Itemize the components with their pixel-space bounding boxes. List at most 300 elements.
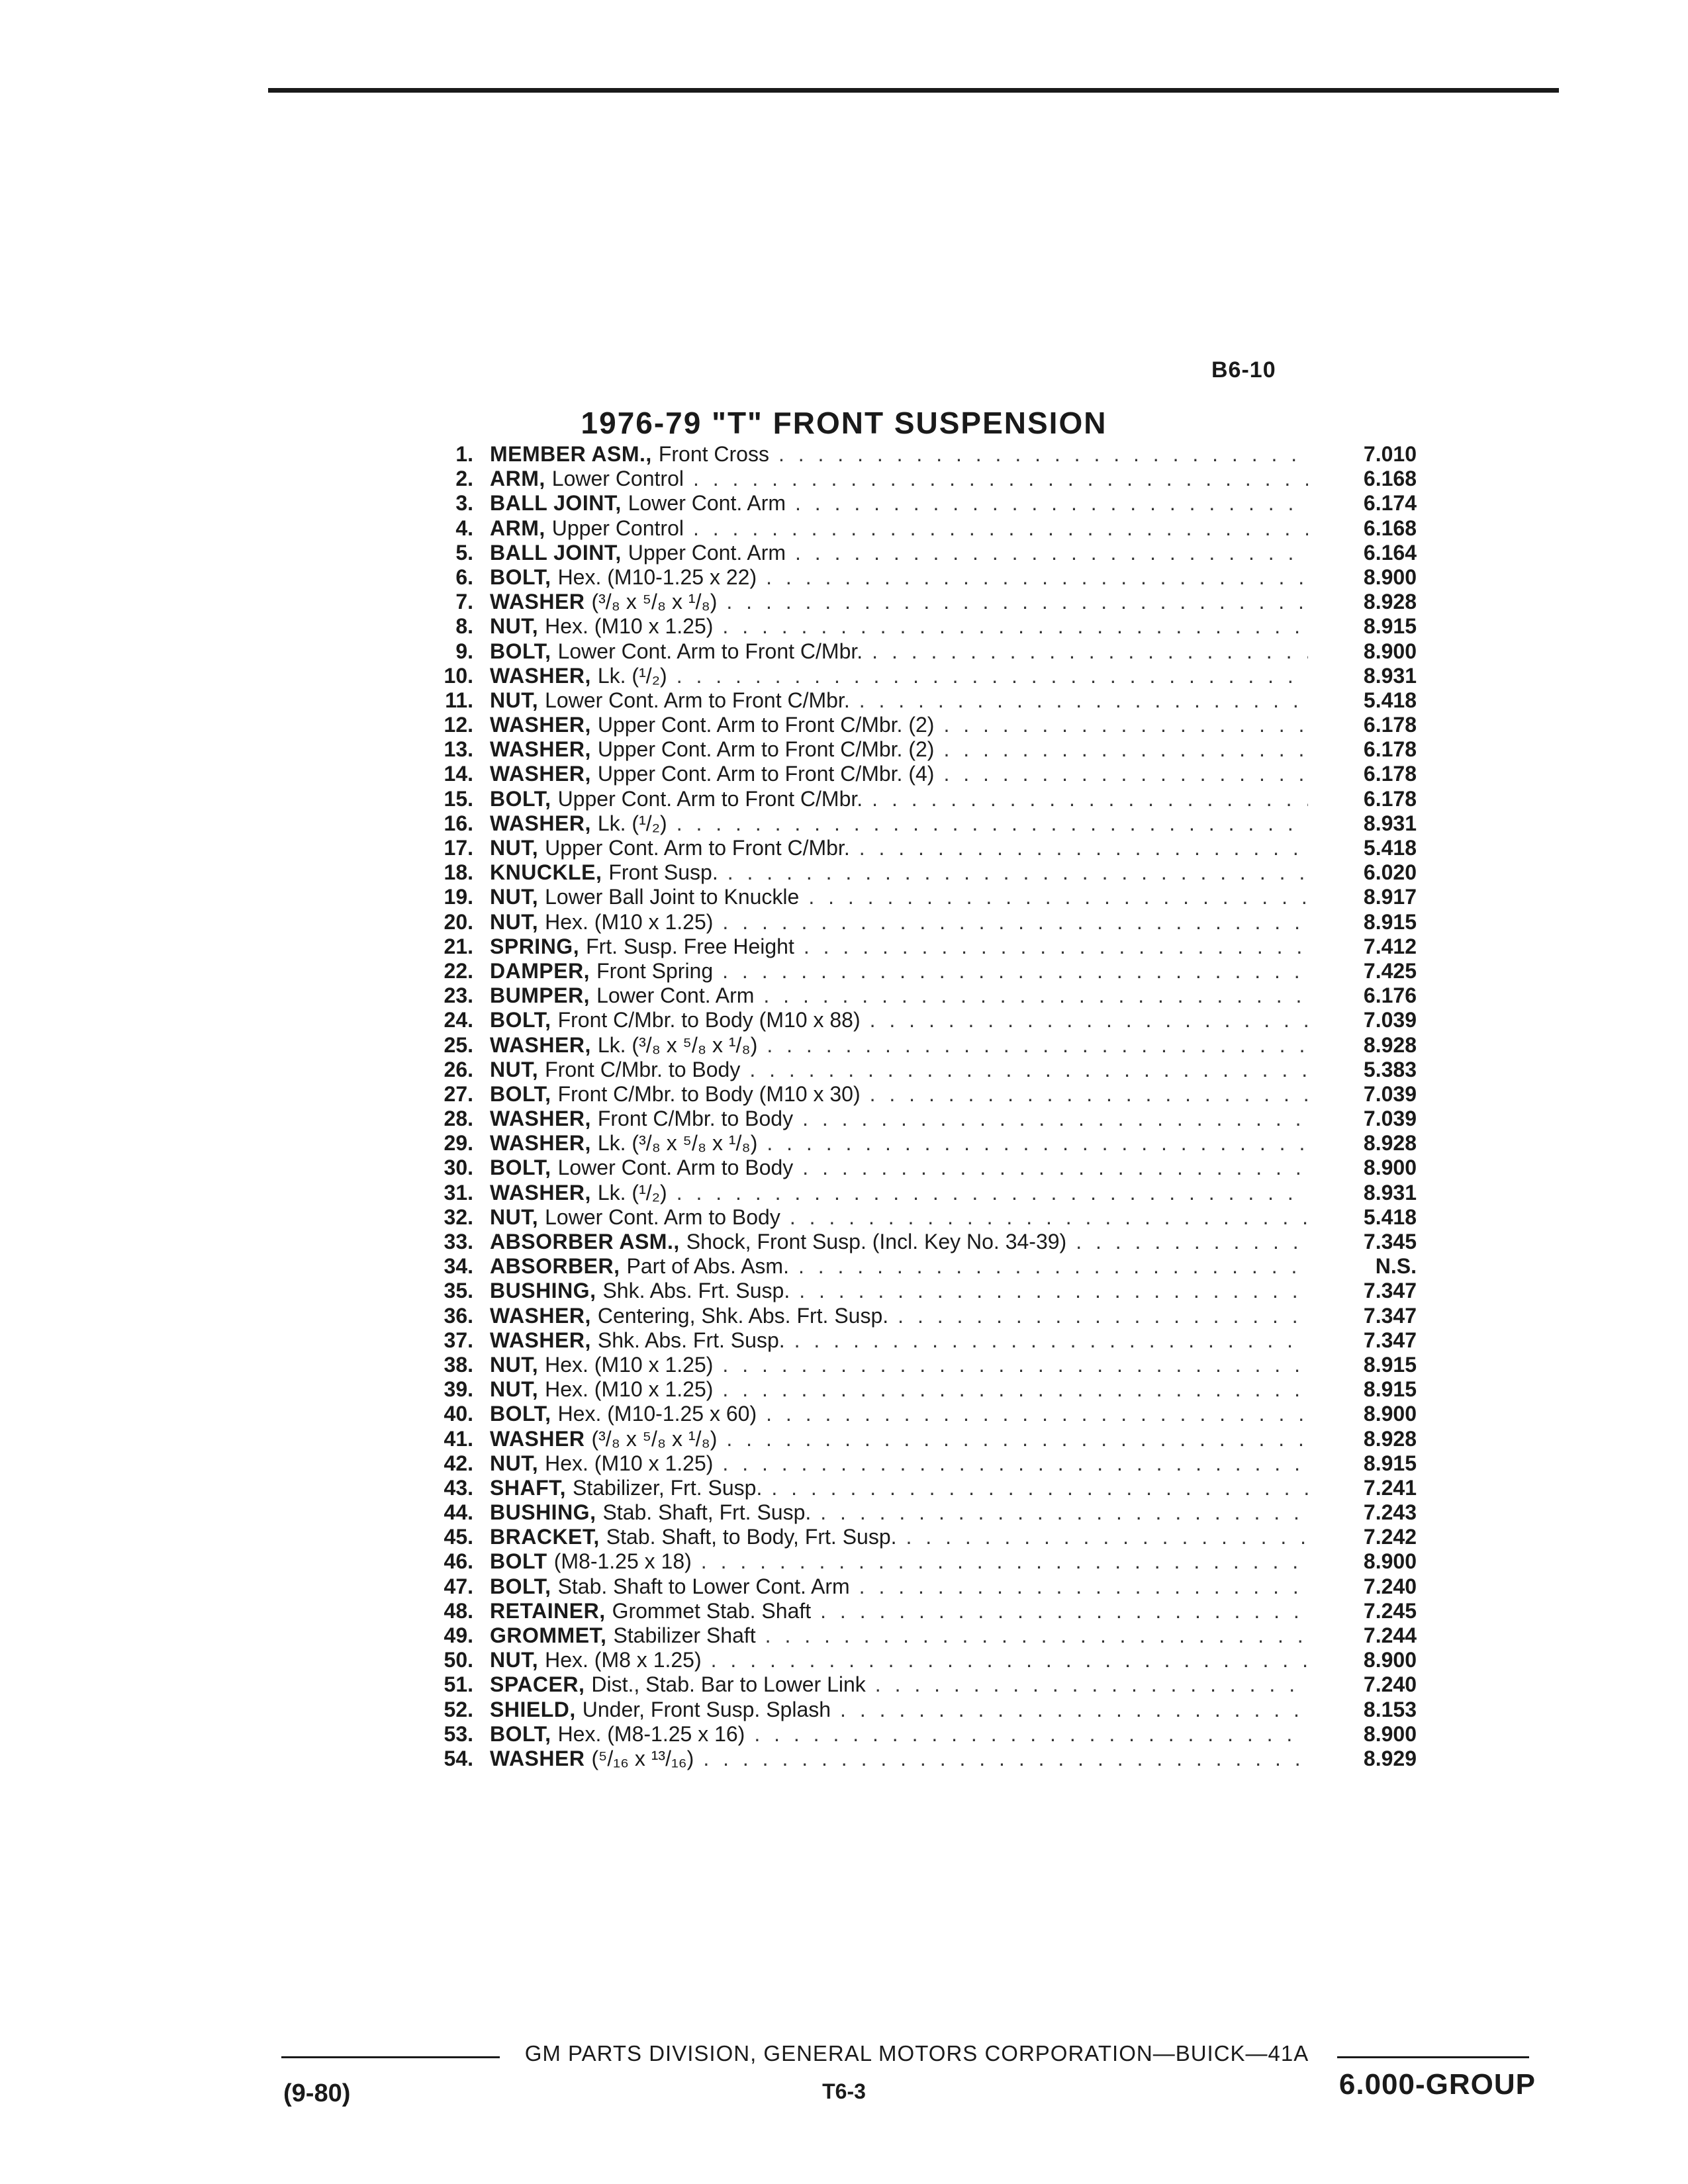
part-name: BUSHING, <box>490 1500 596 1525</box>
dot-leader <box>859 688 1308 713</box>
part-group-number: 8.928 <box>1363 590 1417 614</box>
dot-leader <box>722 910 1308 934</box>
part-name: BOLT, <box>490 1721 551 1746</box>
part-description: Front Spring <box>596 958 714 983</box>
part-row <box>397 1156 1417 1180</box>
part-key-number: 33. <box>444 1230 473 1253</box>
part-key-number: 21. <box>444 934 473 958</box>
dot-leader <box>767 1131 1308 1156</box>
part-group-number: 8.931 <box>1363 1180 1417 1205</box>
part-row <box>397 1623 1417 1648</box>
footer-page-number: T6-3 <box>822 2079 866 2103</box>
part-description: Lower Cont. Arm <box>628 491 786 516</box>
part-key-number: 34. <box>444 1254 473 1279</box>
footer-rule-left <box>281 2056 500 2058</box>
dot-leader <box>795 541 1308 565</box>
part-description: Hex. (M10-1.25 x 60) <box>557 1402 757 1426</box>
part-description: Shock, Front Susp. (Incl. Key No. 34-39) <box>686 1230 1067 1253</box>
part-name: WASHER, <box>490 1180 591 1205</box>
part-name: WASHER, <box>490 713 591 737</box>
part-key-number: 51. <box>444 1672 473 1697</box>
part-group-number: 6.178 <box>1363 786 1417 811</box>
part-row <box>397 467 1417 491</box>
section-title: 1976-79 "T" FRONT SUSPENSION <box>581 406 1107 440</box>
part-row <box>397 1574 1417 1599</box>
part-description: Hex. (M10 x 1.25) <box>545 1451 714 1475</box>
part-name: NUT, <box>490 836 539 860</box>
part-description: Upper Cont. Arm to Front C/Mbr. (2) <box>597 713 935 737</box>
part-group-number: 8.915 <box>1363 1377 1417 1402</box>
part-description: Upper Control <box>551 516 684 540</box>
part-description: Stabilizer Shaft <box>613 1623 756 1647</box>
part-description: Stab. Shaft to Lower Cont. Arm <box>557 1574 850 1598</box>
part-description: Front C/Mbr. to Body <box>597 1107 794 1131</box>
part-row <box>397 491 1417 516</box>
part-name: NUT, <box>490 909 539 934</box>
part-name: NUT, <box>490 688 539 712</box>
part-description: (⁵/₁₆ x ¹³/₁₆) <box>591 1746 694 1770</box>
part-name: NUT, <box>490 1377 539 1402</box>
part-name: NUT, <box>490 614 539 639</box>
part-key-number: 6. <box>455 565 473 589</box>
part-group-number: 7.347 <box>1363 1303 1417 1328</box>
part-group-number: 6.168 <box>1363 516 1417 540</box>
part-key-number: 40. <box>444 1402 473 1426</box>
part-row <box>397 1353 1417 1377</box>
part-row <box>397 762 1417 786</box>
part-key-number: 28. <box>444 1107 473 1131</box>
part-name: RETAINER, <box>490 1598 606 1623</box>
part-group-number: 6.178 <box>1363 762 1417 786</box>
part-group-number: 6.178 <box>1363 713 1417 737</box>
part-row <box>397 737 1417 762</box>
dot-leader <box>875 1672 1308 1697</box>
part-description: Part of Abs. Asm. <box>626 1254 789 1279</box>
part-row <box>397 1205 1417 1230</box>
dot-leader <box>872 787 1308 811</box>
part-name: WASHER, <box>490 1131 591 1156</box>
part-key-number: 19. <box>444 885 473 909</box>
part-description: (³/₈ x ⁵/₈ x ¹/₈) <box>591 590 718 614</box>
part-key-number: 9. <box>455 639 473 663</box>
dot-leader <box>872 639 1308 664</box>
part-group-number: 7.425 <box>1363 958 1417 983</box>
part-name: BOLT, <box>490 1574 551 1598</box>
part-description: Centering, Shk. Abs. Frt. Susp. <box>597 1303 889 1328</box>
part-group-number: 7.245 <box>1363 1598 1417 1623</box>
part-row <box>397 1377 1417 1402</box>
part-description: Lower Ball Joint to Knuckle <box>545 885 800 909</box>
part-group-number: N.S. <box>1375 1254 1417 1279</box>
part-name: WASHER <box>490 590 585 614</box>
part-group-number: 6.168 <box>1363 467 1417 491</box>
part-group-number: 7.347 <box>1363 1328 1417 1352</box>
part-group-number: 8.900 <box>1363 565 1417 589</box>
dot-leader <box>799 1279 1308 1303</box>
dot-leader <box>790 1205 1308 1230</box>
part-row <box>397 1082 1417 1107</box>
part-row <box>397 1328 1417 1353</box>
part-key-number: 24. <box>444 1008 473 1032</box>
part-name: SPRING, <box>490 934 580 958</box>
part-description: Lk. (¹/₂) <box>597 663 667 688</box>
part-group-number: 8.900 <box>1363 1549 1417 1574</box>
dot-leader <box>820 1599 1308 1623</box>
part-group-number: 8.928 <box>1363 1426 1417 1451</box>
part-description: Front C/Mbr. to Body (M10 x 30) <box>557 1081 861 1106</box>
part-name: BOLT, <box>490 786 551 811</box>
part-description: Lower Cont. Arm to Front C/Mbr. <box>557 639 863 663</box>
part-name: BALL JOINT, <box>490 491 622 516</box>
dot-leader <box>763 983 1308 1008</box>
dot-leader <box>722 1377 1308 1402</box>
part-description: Grommet Stab. Shaft <box>612 1598 812 1623</box>
part-key-number: 18. <box>444 860 473 885</box>
part-group-number: 7.242 <box>1363 1525 1417 1549</box>
part-description: Lower Cont. Arm to Body <box>557 1156 794 1180</box>
part-row <box>397 959 1417 983</box>
part-description: Hex. (M10 x 1.25) <box>545 1377 714 1402</box>
part-row <box>397 614 1417 639</box>
dot-leader <box>722 1353 1308 1377</box>
part-key-number: 16. <box>444 811 473 835</box>
part-key-number: 2. <box>455 467 473 491</box>
part-row <box>397 1451 1417 1476</box>
part-name: WASHER, <box>490 1303 591 1328</box>
parts-list <box>397 442 1417 1771</box>
part-row <box>397 1279 1417 1303</box>
part-group-number: 8.915 <box>1363 909 1417 934</box>
dot-leader <box>726 590 1308 614</box>
part-description: Lower Cont. Arm to Body <box>545 1205 780 1229</box>
part-description: Upper Cont. Arm to Front C/Mbr. <box>545 836 850 860</box>
part-group-number: 6.164 <box>1363 540 1417 565</box>
dot-leader <box>726 1427 1308 1451</box>
part-row <box>397 1549 1417 1574</box>
part-description: Front C/Mbr. to Body (M10 x 88) <box>557 1008 861 1032</box>
part-name: DAMPER, <box>490 958 590 983</box>
part-group-number: 8.915 <box>1363 614 1417 639</box>
part-key-number: 1. <box>455 442 473 466</box>
footer-date: (9-80) <box>283 2079 351 2107</box>
part-group-number: 6.174 <box>1363 491 1417 516</box>
part-key-number: 35. <box>444 1279 473 1303</box>
part-group-number: 6.176 <box>1363 983 1417 1008</box>
part-description: Front Susp. <box>608 860 718 885</box>
part-name: WASHER, <box>490 762 591 786</box>
part-group-number: 8.928 <box>1363 1032 1417 1057</box>
dot-leader <box>943 762 1308 786</box>
part-name: GROMMET, <box>490 1623 607 1647</box>
dot-leader <box>943 737 1308 762</box>
part-group-number: 7.241 <box>1363 1475 1417 1500</box>
part-name: WASHER <box>490 1426 585 1451</box>
footer-rule-right <box>1337 2056 1529 2058</box>
part-name: NUT, <box>490 1451 539 1475</box>
part-description: Hex. (M8-1.25 x 16) <box>557 1721 745 1746</box>
dot-leader <box>802 1156 1308 1180</box>
footer-publisher: GM PARTS DIVISION, GENERAL MOTORS CORPORATION—BUICK—41A <box>524 2041 1309 2066</box>
part-key-number: 37. <box>444 1328 473 1352</box>
part-name: ABSORBER, <box>490 1254 620 1279</box>
part-group-number: 8.931 <box>1363 811 1417 835</box>
part-name: ARM, <box>490 516 545 540</box>
part-group-number: 8.900 <box>1363 1156 1417 1180</box>
part-description: Upper Cont. Arm to Front C/Mbr. (2) <box>597 737 935 762</box>
part-description: (M8-1.25 x 18) <box>553 1549 692 1574</box>
part-key-number: 10. <box>444 663 473 688</box>
dot-leader <box>711 1648 1308 1672</box>
dot-leader <box>859 1574 1308 1599</box>
part-key-number: 41. <box>444 1426 473 1451</box>
part-group-number: 7.039 <box>1363 1107 1417 1131</box>
part-key-number: 46. <box>444 1549 473 1574</box>
dot-leader <box>870 1008 1308 1032</box>
part-description: Lk. (¹/₂) <box>597 1180 667 1205</box>
part-description: Hex. (M8 x 1.25) <box>545 1648 702 1672</box>
dot-leader <box>693 467 1308 491</box>
part-group-number: 7.243 <box>1363 1500 1417 1525</box>
dot-leader <box>808 885 1308 909</box>
part-key-number: 52. <box>444 1697 473 1721</box>
part-group-number: 7.345 <box>1363 1230 1417 1253</box>
part-description: Front C/Mbr. to Body <box>545 1057 741 1081</box>
dot-leader <box>820 1500 1308 1525</box>
part-name: KNUCKLE, <box>490 860 602 885</box>
dot-leader <box>766 1402 1308 1426</box>
part-name: WASHER, <box>490 1032 591 1057</box>
part-description: Lower Cont. Arm to Front C/Mbr. <box>545 688 850 712</box>
part-description: Hex. (M10 x 1.25) <box>545 909 714 934</box>
part-name: BOLT, <box>490 1081 551 1106</box>
part-key-number: 31. <box>444 1180 473 1205</box>
part-name: WASHER, <box>490 737 591 762</box>
part-description: Dist., Stab. Bar to Lower Link <box>591 1672 866 1697</box>
part-row <box>397 565 1417 590</box>
part-name: WASHER, <box>490 1107 591 1131</box>
part-group-number: 8.900 <box>1363 1648 1417 1672</box>
part-group-number: 8.917 <box>1363 885 1417 909</box>
part-key-number: 13. <box>444 737 473 762</box>
part-key-number: 32. <box>444 1205 473 1229</box>
part-row <box>397 516 1417 541</box>
part-row <box>397 934 1417 959</box>
part-group-number: 7.347 <box>1363 1279 1417 1303</box>
part-name: NUT, <box>490 885 539 909</box>
part-key-number: 17. <box>444 836 473 860</box>
part-name: NUT, <box>490 1648 539 1672</box>
part-row <box>397 1500 1417 1525</box>
part-key-number: 50. <box>444 1648 473 1672</box>
part-row <box>397 1107 1417 1131</box>
part-key-number: 26. <box>444 1057 473 1081</box>
part-group-number: 5.418 <box>1363 688 1417 712</box>
dot-leader <box>767 1033 1308 1058</box>
part-name: NUT, <box>490 1057 539 1081</box>
part-row <box>397 1525 1417 1549</box>
dot-leader <box>778 442 1308 467</box>
part-name: BALL JOINT, <box>490 540 622 565</box>
part-group-number: 8.929 <box>1363 1746 1417 1770</box>
part-row <box>397 1304 1417 1328</box>
part-row <box>397 1254 1417 1279</box>
part-name: BOLT, <box>490 639 551 663</box>
part-row <box>397 713 1417 737</box>
part-name: BOLT, <box>490 565 551 589</box>
part-name: SHIELD, <box>490 1697 576 1721</box>
part-row <box>397 1058 1417 1082</box>
part-description: Shk. Abs. Frt. Susp. <box>602 1279 790 1303</box>
part-name: WASHER <box>490 1746 585 1770</box>
dot-leader <box>765 1623 1308 1648</box>
dot-leader <box>727 860 1308 885</box>
part-name: BOLT, <box>490 1156 551 1180</box>
part-row <box>397 836 1417 860</box>
dot-leader <box>794 1328 1308 1353</box>
part-name: BOLT, <box>490 1402 551 1426</box>
dot-leader <box>677 664 1308 688</box>
part-key-number: 39. <box>444 1377 473 1402</box>
part-row <box>397 1008 1417 1032</box>
part-name: BUSHING, <box>490 1279 596 1303</box>
part-key-number: 14. <box>444 762 473 786</box>
dot-leader <box>754 1722 1308 1747</box>
part-description: (³/₈ x ⁵/₈ x ¹/₈) <box>591 1426 718 1451</box>
part-key-number: 8. <box>455 614 473 639</box>
part-row <box>397 910 1417 934</box>
part-key-number: 25. <box>444 1032 473 1057</box>
part-group-number: 8.928 <box>1363 1131 1417 1156</box>
part-row <box>397 639 1417 664</box>
part-description: Shk. Abs. Frt. Susp. <box>597 1328 785 1352</box>
dot-leader <box>906 1525 1308 1549</box>
part-key-number: 12. <box>444 713 473 737</box>
part-name: SHAFT, <box>490 1475 566 1500</box>
part-description: Hex. (M10 x 1.25) <box>545 1352 714 1377</box>
dot-leader <box>703 1747 1308 1771</box>
part-row <box>397 787 1417 811</box>
part-row <box>397 442 1417 467</box>
part-group-number: 8.153 <box>1363 1697 1417 1721</box>
part-description: Under, Front Susp. Splash <box>582 1697 831 1721</box>
part-group-number: 7.244 <box>1363 1623 1417 1647</box>
part-row <box>397 688 1417 713</box>
part-name: ABSORBER ASM., <box>490 1230 680 1253</box>
part-name: BOLT <box>490 1549 547 1574</box>
dot-leader <box>766 565 1308 590</box>
part-name: WASHER, <box>490 811 591 835</box>
part-key-number: 29. <box>444 1131 473 1156</box>
part-name: ARM, <box>490 467 545 491</box>
part-group-number: 8.915 <box>1363 1451 1417 1475</box>
part-row <box>397 541 1417 565</box>
part-group-number: 8.900 <box>1363 1721 1417 1746</box>
part-key-number: 42. <box>444 1451 473 1475</box>
part-name: BOLT, <box>490 1008 551 1032</box>
dot-leader <box>722 614 1308 639</box>
part-description: Frt. Susp. Free Height <box>586 934 794 958</box>
part-key-number: 27. <box>444 1081 473 1106</box>
footer-group: 6.000-GROUP <box>1338 2068 1536 2101</box>
dot-leader <box>795 491 1308 516</box>
part-description: Stab. Shaft, to Body, Frt. Susp. <box>606 1525 897 1549</box>
part-row <box>397 1648 1417 1672</box>
part-name: BUMPER, <box>490 983 590 1008</box>
part-group-number: 7.039 <box>1363 1081 1417 1106</box>
part-group-number: 6.020 <box>1363 860 1417 885</box>
part-group-number: 5.418 <box>1363 836 1417 860</box>
part-row <box>397 1722 1417 1747</box>
part-group-number: 6.178 <box>1363 737 1417 762</box>
part-row <box>397 885 1417 909</box>
part-key-number: 15. <box>444 786 473 811</box>
part-key-number: 53. <box>444 1721 473 1746</box>
part-row <box>397 1033 1417 1058</box>
part-row <box>397 860 1417 885</box>
part-key-number: 43. <box>444 1475 473 1500</box>
part-group-number: 5.418 <box>1363 1205 1417 1229</box>
dot-leader <box>677 1181 1308 1205</box>
part-row <box>397 1427 1417 1451</box>
part-description: Hex. (M10 x 1.25) <box>545 614 714 639</box>
part-key-number: 7. <box>455 590 473 614</box>
dot-leader <box>1076 1230 1308 1254</box>
part-name: NUT, <box>490 1352 539 1377</box>
part-row <box>397 1402 1417 1426</box>
dot-leader <box>802 1107 1308 1131</box>
part-group-number: 7.240 <box>1363 1574 1417 1598</box>
part-key-number: 38. <box>444 1352 473 1377</box>
part-description: Stab. Shaft, Frt. Susp. <box>602 1500 812 1525</box>
part-group-number: 7.010 <box>1363 442 1417 466</box>
dot-leader <box>771 1476 1308 1500</box>
part-key-number: 4. <box>455 516 473 540</box>
dot-leader <box>677 811 1308 836</box>
part-row <box>397 590 1417 614</box>
part-name: WASHER, <box>490 663 591 688</box>
part-row <box>397 811 1417 836</box>
part-row <box>397 1230 1417 1254</box>
part-group-number: 5.383 <box>1363 1057 1417 1081</box>
part-group-number: 8.931 <box>1363 663 1417 688</box>
dot-leader <box>749 1058 1308 1082</box>
part-name: WASHER, <box>490 1328 591 1352</box>
dot-leader <box>840 1698 1308 1722</box>
dot-leader <box>804 934 1308 959</box>
part-description: Hex. (M10-1.25 x 22) <box>557 565 757 589</box>
dot-leader <box>870 1082 1308 1107</box>
part-group-number: 7.412 <box>1363 934 1417 958</box>
part-row <box>397 664 1417 688</box>
part-key-number: 48. <box>444 1598 473 1623</box>
part-description: Front Cross <box>658 442 769 466</box>
top-rule <box>268 88 1559 93</box>
part-description: Lk. (³/₈ x ⁵/₈ x ¹/₈) <box>597 1032 758 1057</box>
part-row <box>397 1131 1417 1156</box>
part-group-number: 8.915 <box>1363 1352 1417 1377</box>
part-name: NUT, <box>490 1205 539 1229</box>
part-group-number: 8.900 <box>1363 1402 1417 1426</box>
part-row <box>397 1747 1417 1771</box>
part-row <box>397 1698 1417 1722</box>
dot-leader <box>798 1254 1308 1279</box>
part-key-number: 54. <box>444 1746 473 1770</box>
part-row <box>397 1599 1417 1623</box>
page-code: B6-10 <box>1211 357 1276 383</box>
part-key-number: 44. <box>444 1500 473 1525</box>
part-description: Upper Cont. Arm <box>628 540 786 565</box>
part-key-number: 22. <box>444 958 473 983</box>
